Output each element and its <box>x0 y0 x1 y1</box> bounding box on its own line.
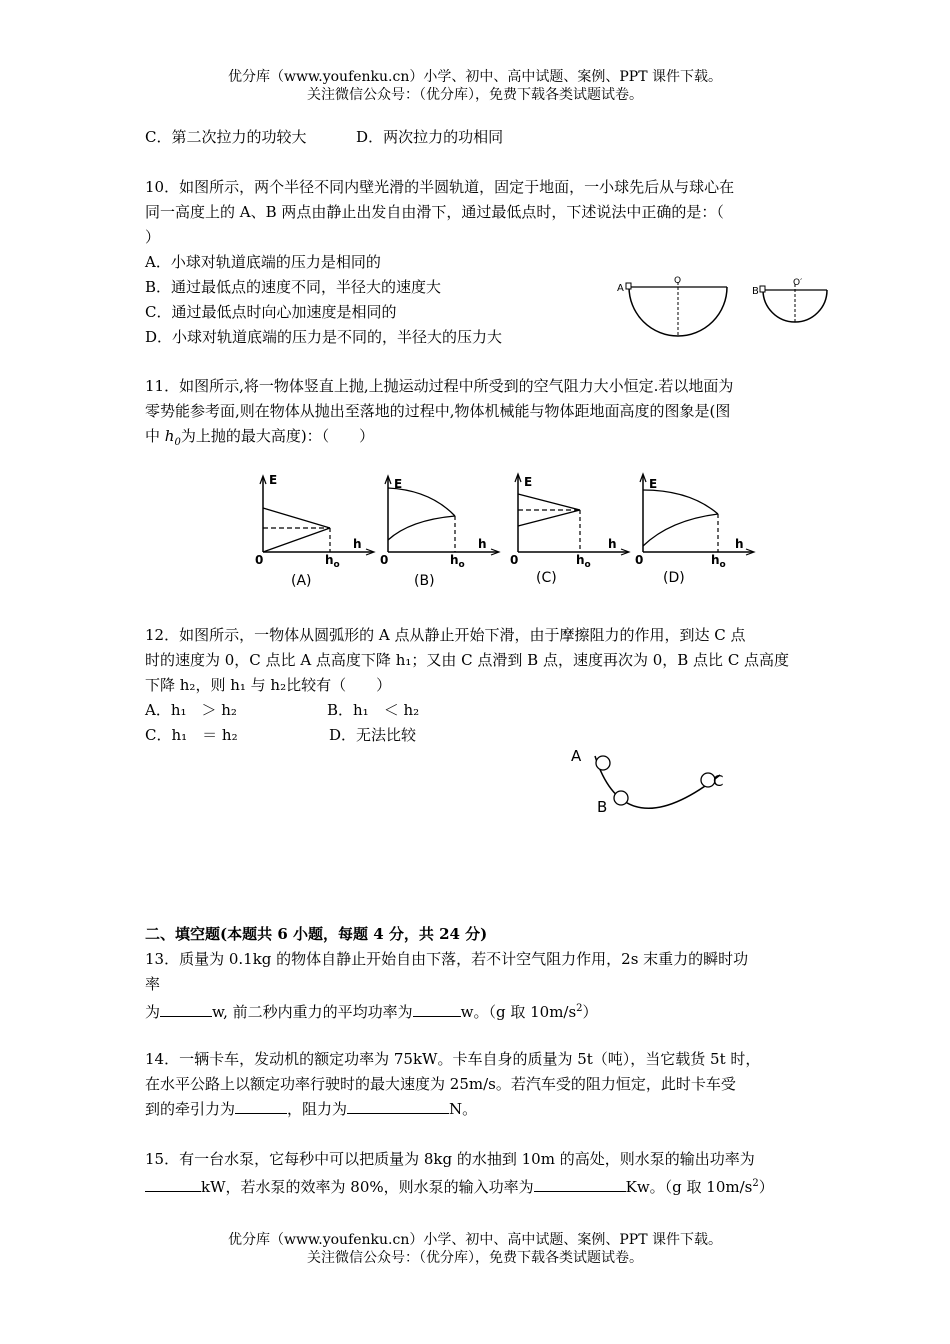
q11-graphs-figure <box>245 468 765 593</box>
q10-stem-line-2: 同一高度上的 A、B 两点由静止出发自由滑下，通过最低点时，下述说法中正确的是：（ <box>145 203 724 221</box>
q12-stem-line-1: 12．如图所示，一物体从圆弧形的 A 点从静止开始下滑，由于摩擦阻力的作用，到达 C 点 <box>145 626 746 644</box>
q15-stem-line-1: 15．有一台水泵，它每秒中可以把质量为 8kg 的水抽到 10m 的高处，则水泵的输出功率为 <box>145 1150 755 1168</box>
q12-option-a: A．h₁ ＞ h₂ <box>145 701 237 719</box>
q10-option-c: C．通过最低点时向心加速度是相同的 <box>145 303 397 321</box>
q10-label-b: B <box>752 286 759 297</box>
q12-label-c: C <box>713 772 724 790</box>
graph-d-lower-curve <box>643 514 718 546</box>
q10-semicircle-figure <box>615 270 840 350</box>
q13-stem-line-1: 13．质量为 0.1kg 的物体自静止开始自由下落，若不计空气阻力作用，2s 末重力的瞬时功 <box>145 950 749 968</box>
q10-option-b: B．通过最低点的速度不同，半径大的速度大 <box>145 278 442 296</box>
graph-c-origin: 0 <box>510 553 519 567</box>
q11-stem-line-2: 零势能参考面,则在物体从抛出至落地的过程中,物体机械能与物体距地面高度的图象是(图 <box>145 402 731 420</box>
q12-option-d: D．无法比较 <box>329 726 417 744</box>
graph-d-h0-label: $h_o$ <box>711 553 726 570</box>
q11-graph-b <box>380 476 499 589</box>
q13-blank-1[interactable] <box>160 1002 212 1017</box>
q10-label-a: A <box>617 283 624 294</box>
graph-a-lower-line <box>263 528 330 552</box>
q12-stem-line-3: 下降 h₂，则 h₁ 与 h₂比较有（ ） <box>145 676 392 694</box>
graph-b-h0-label: $h_o$ <box>450 553 465 570</box>
q12-ball-b <box>614 791 628 805</box>
graph-c-h0-label: $h_o$ <box>576 553 591 570</box>
graph-d-caption: (D) <box>663 570 685 586</box>
q12-option-b: B．h₁ ＜ h₂ <box>327 701 420 719</box>
q10-stem-line-3: ） <box>145 228 161 246</box>
footer-line-2: 关注微信公众号：（优分库），免费下载各类试题试卷。 <box>307 1250 643 1266</box>
graph-c-e-label: E <box>524 475 533 489</box>
q10-stem-line-1: 10．如图所示，两个半径不同内壁光滑的半圆轨道，固定于地面，一小球先后从与球心在 <box>145 178 735 196</box>
q13-blank-2[interactable] <box>413 1002 461 1017</box>
graph-d-h-label: h <box>735 537 744 551</box>
graph-b-upper-curve <box>388 488 455 516</box>
graph-a-e-label: E <box>269 473 278 487</box>
graph-a-origin: 0 <box>255 553 264 567</box>
q11-stem-line-1: 11．如图所示,将一物体竖直上抛,上抛运动过程中所受到的空气阻力大小恒定.若以地面为 <box>145 377 734 395</box>
q11-graph-c <box>510 474 629 586</box>
q11-graph-d <box>635 474 754 586</box>
q12-arc-figure <box>565 740 735 830</box>
q9-option-c: C．第二次拉力的功较大 <box>145 128 307 146</box>
q12-label-a: A <box>571 747 582 765</box>
q12-options-row-1 <box>145 700 419 720</box>
footer-line-1: 优分库（www.youfenku.cn）小学、初中、高中试题、案例、PPT 课件下载。 <box>227 1232 722 1248</box>
graph-b-e-label: E <box>394 477 403 491</box>
q15-blank-1[interactable] <box>145 1177 201 1192</box>
q10-ball-a <box>626 283 631 289</box>
q13-stem-line-2: 率 <box>145 975 161 993</box>
q14-blank-1[interactable] <box>235 1099 287 1114</box>
q10-option-d: D．小球对轨道底端的压力是不同的，半径大的压力大 <box>145 328 503 346</box>
graph-a-h0-label: $h_o$ <box>325 553 340 570</box>
graph-c-caption: (C) <box>536 570 557 586</box>
graph-b-lower-curve <box>388 516 455 540</box>
graph-d-origin: 0 <box>635 553 644 567</box>
graph-c-upper-line <box>518 494 580 510</box>
header-line-2: 关注微信公众号：（优分库），免费下载各类试题试卷。 <box>307 87 643 103</box>
q9-option-d: D．两次拉力的功相同 <box>356 128 504 146</box>
q9-options-row <box>145 127 503 147</box>
q14-stem-line-1: 14．一辆卡车，发动机的额定功率为 75kW。卡车自身的质量为 5t（吨），当它载货 5t 时， <box>145 1050 761 1068</box>
q10-option-a: A．小球对轨道底端的压力是相同的 <box>145 253 381 271</box>
q12-ball-a <box>596 756 610 770</box>
header-line-1: 优分库（www.youfenku.cn）小学、初中、高中试题、案例、PPT 课件下载。 <box>227 69 722 85</box>
q14-blank-2[interactable] <box>347 1099 449 1114</box>
section2-title: 二、填空题(本题共 6 小题，每题 4 分，共 24 分) <box>145 925 488 943</box>
q12-options-row-2 <box>145 725 416 745</box>
graph-b-caption: (B) <box>414 573 435 589</box>
graph-c-h-label: h <box>608 537 617 551</box>
q13-stem-line-3: 为 w, 前二秒内重力的平均功率为 w。（g 取 $10m/s^2$） <box>145 1003 598 1021</box>
q10-ball-b <box>760 286 765 292</box>
graph-a-caption: (A) <box>291 573 312 589</box>
q15-blank-2[interactable] <box>534 1177 626 1192</box>
q12-stem-line-2: 时的速度为 0，C 点比 A 点高度下降 h₁；又由 C 点滑到 B 点，速度再次为 0，B 点比 C 点高度 <box>145 651 790 669</box>
q15-stem-line-2: kW，若水泵的效率为 80%，则水泵的输入功率为 Kw。（g 取 $10m/s^2$） <box>145 1174 774 1197</box>
graph-a-upper-line <box>263 508 330 528</box>
graph-b-origin: 0 <box>380 553 389 567</box>
q10-label-o: O <box>674 276 682 286</box>
graph-a-h-label: h <box>353 537 362 551</box>
q12-label-b: B <box>597 798 608 816</box>
q11-graph-a <box>255 473 374 589</box>
q12-option-c: C．h₁ ＝ h₂ <box>145 726 238 744</box>
q14-stem-line-3: 到的牵引力为 ，阻力为 N。 <box>145 1100 478 1118</box>
graph-b-h-label: h <box>478 537 487 551</box>
graph-d-upper-curve <box>643 490 718 514</box>
q14-stem-line-2: 在水平公路上以额定功率行驶时的最大速度为 25m/s。若汽车受的阻力恒定，此时卡车受 <box>145 1075 736 1093</box>
q10-label-o-prime: O′ <box>793 278 803 288</box>
graph-c-lower-line <box>518 510 580 526</box>
q11-stem-line-3: 中 $h_0$为上抛的最大高度)：（ ） <box>145 427 375 448</box>
graph-d-e-label: E <box>649 477 658 491</box>
